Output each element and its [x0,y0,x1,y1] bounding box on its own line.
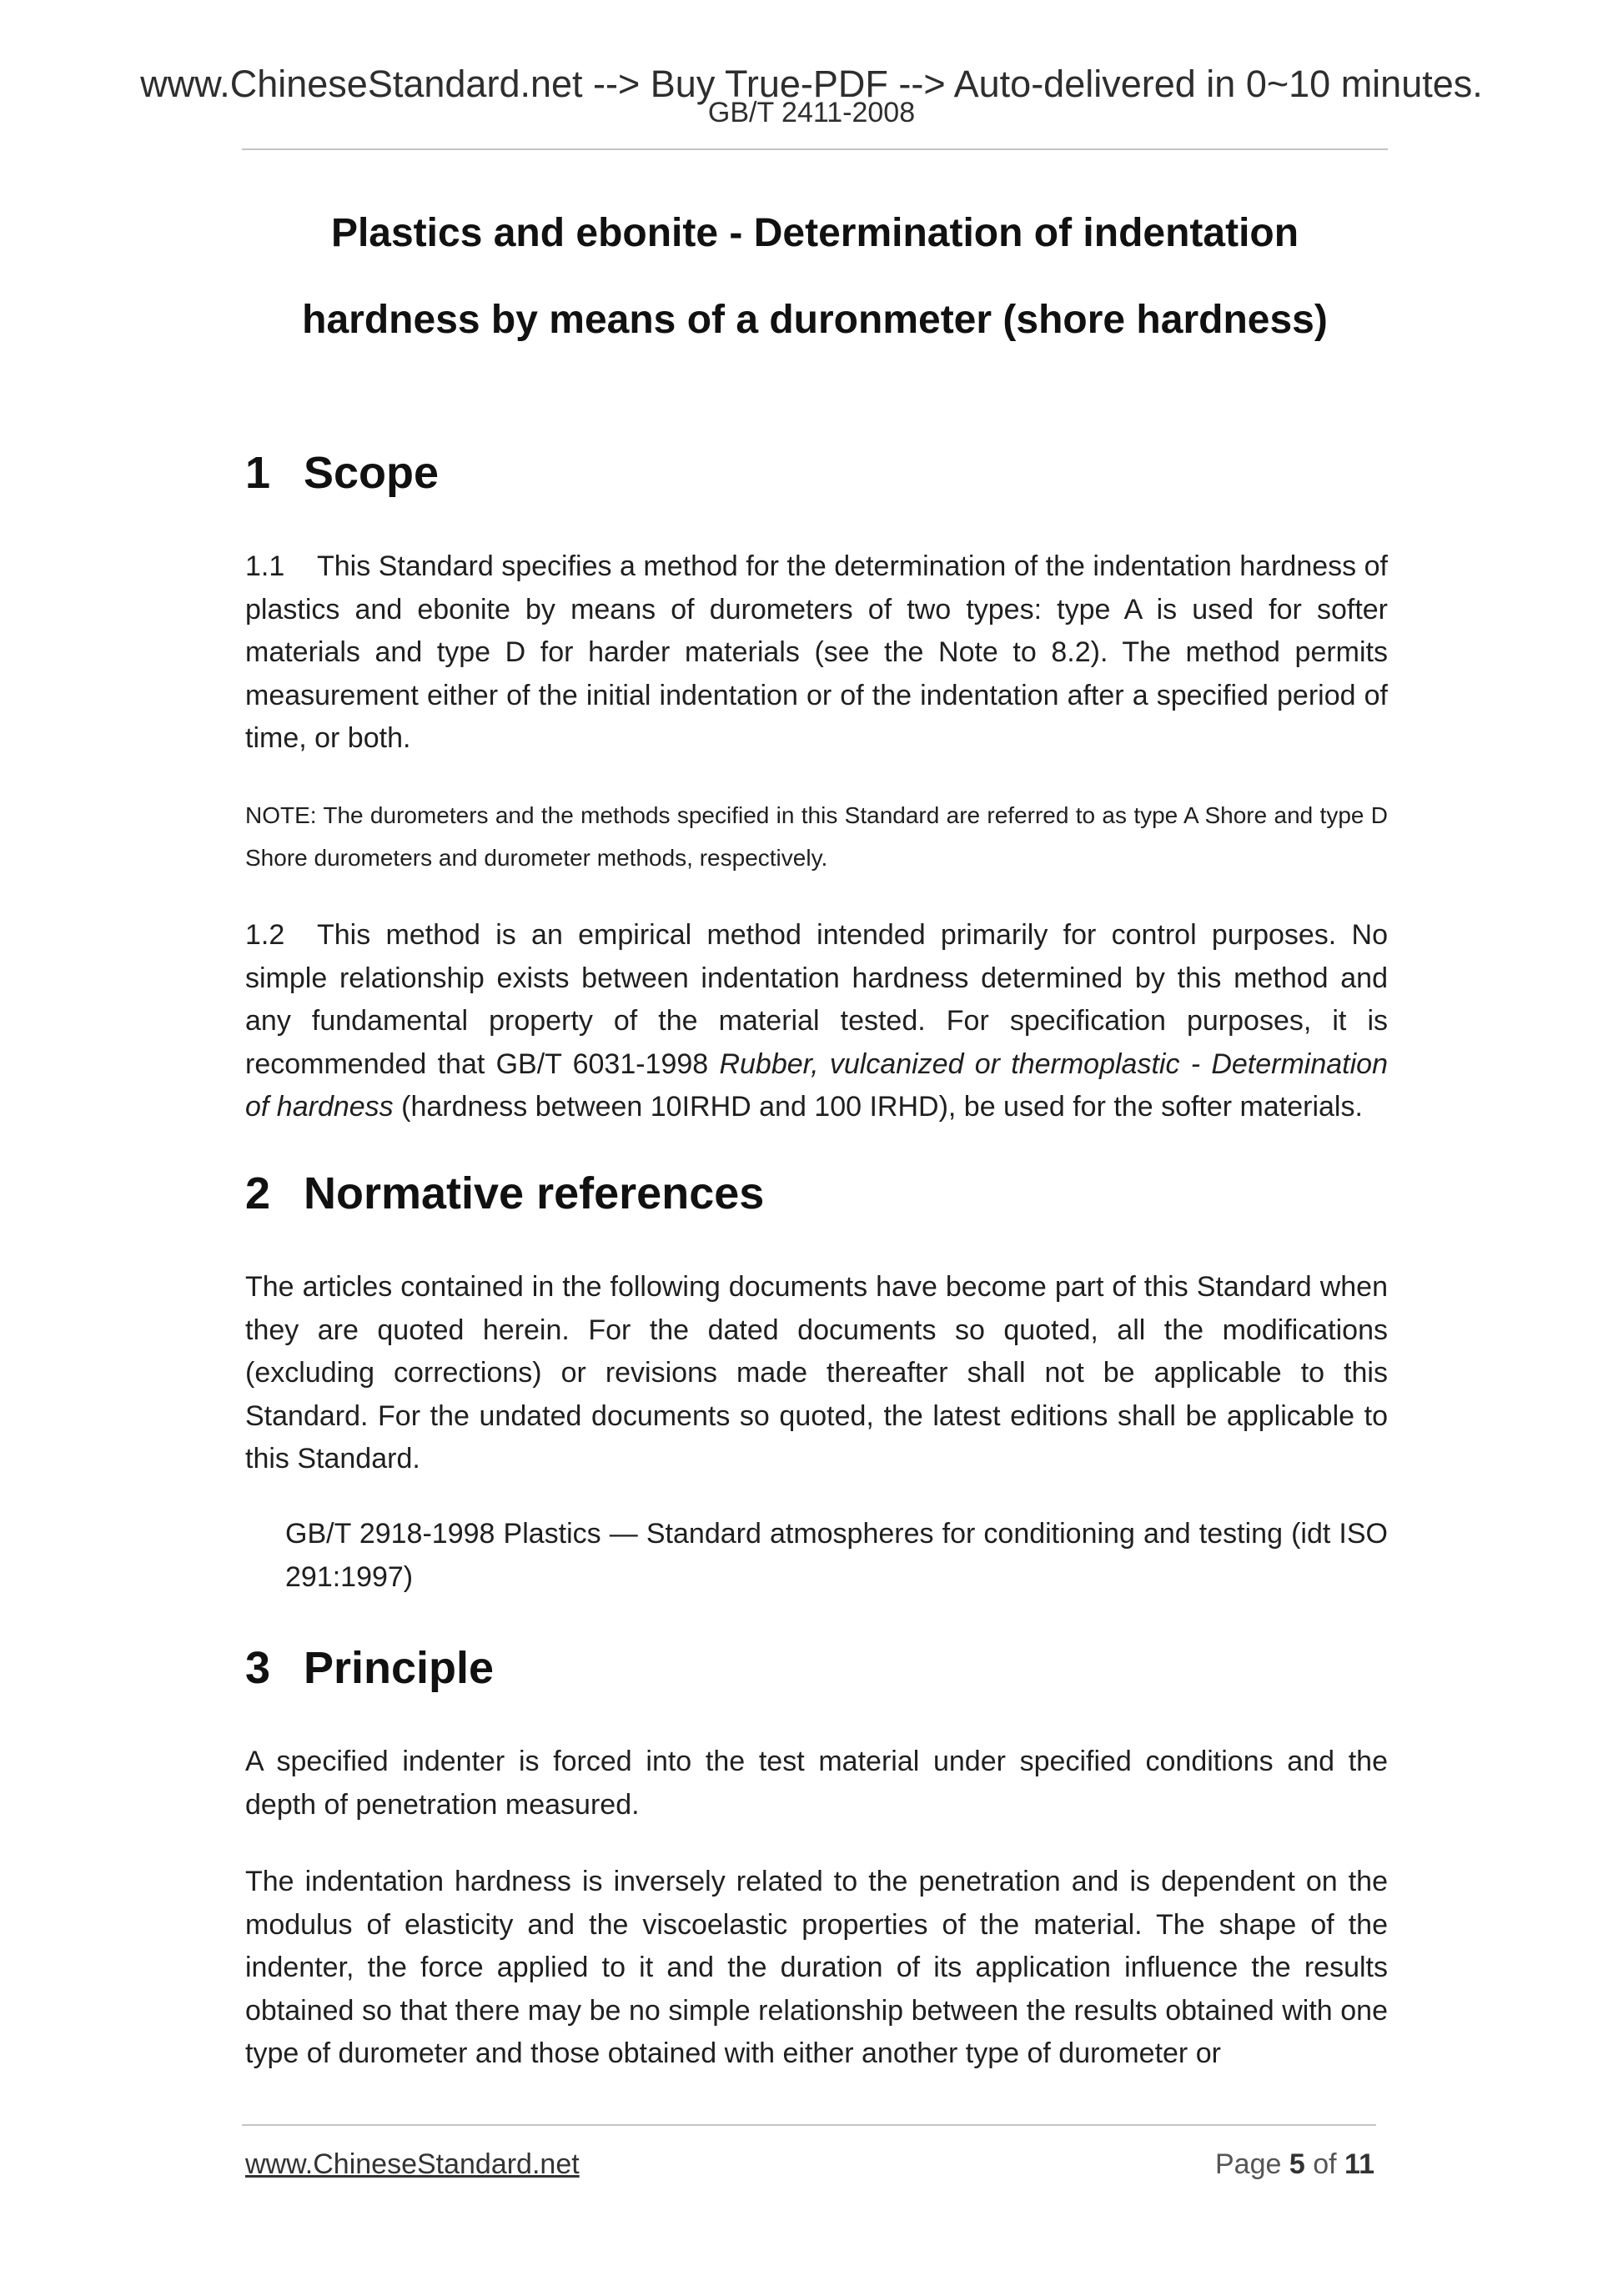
page-current: 5 [1289,2148,1305,2180]
document-title-line-2: hardness by means of a duronmeter (shore hardness) [302,298,1328,342]
normative-reference-item: GB/T 2918-1998 Plastics — Standard atmospheres for conditioning and testing (idt ISO 291:1997) [285,1518,1388,1593]
section-heading-principle [245,1645,494,1691]
clause-text: This Standard specifies a method for the determination of the indentation hardness of plastics and ebonite by means of durometers of two types: type A is used for softer materials and type D for harder materials (see the Note to 8.2). The method permits measurement either of the initial indentation or of the indentation after a specified period of time, or both. [245,550,1388,754]
document-title [242,190,1388,364]
section-title: Normative references [304,1168,765,1218]
page-indicator [1215,2150,1374,2178]
document-title-line-1: Plastics and ebonite - Determination of indentation [330,211,1299,255]
section-title: Principle [304,1643,495,1693]
page-of: of [1313,2148,1337,2180]
header-banner: www.ChineseStandard.net --> Buy True-PDF --> Auto-delivered in 0~10 minutes. [140,63,1483,105]
footer-divider [242,2124,1376,2126]
clause-text-continued: (hardness between 10IRHD and 100 IRHD), be used for the softer materials. [393,1091,1363,1123]
clause-number: 1.2 [245,919,285,951]
footer-site-link[interactable]: www.ChineseStandard.net [245,2148,580,2180]
clause-1-1 [245,545,1388,761]
section-heading-scope [245,448,440,498]
clause-number: 1.1 [245,550,285,582]
page-total: 11 [1344,2148,1374,2180]
clause-1-2 [245,914,1388,1129]
principle-paragraph-2: The indentation hardness is inversely related to the penetration and is dependent on the modulus of elasticity and the viscoelastic properties of the material. The shape of the indenter, the force applied to it and the duration of its application influence the results obtained so that there may be no simple relationship between the results obtained with one type of durometer and those obtained with either another type of durometer or [245,1866,1388,2069]
section-number: 2 [245,1168,271,1218]
cited-standard-title: Rubber, vulcanized or thermoplastic - Determination of hardness [245,1048,1388,1123]
header-divider [242,148,1388,150]
principle-paragraph-1: A specified indenter is forced into the test material under specified conditions and the depth of penetration measured. [245,1746,1388,1821]
standard-code: GB/T 2411-2008 [707,97,916,128]
scope-note: NOTE: The durometers and the methods specified in this Standard are referred to as type A Shore and type D Shore durometers and durometer methods, respectively. [245,802,1388,871]
normative-intro: The articles contained in the following documents have become part of this Standard when they are quoted herein. For the dated documents so quoted, all the modifications (excluding corrections) or revisions made thereafter shall not be applicable to this Standard. For the undated documents so quoted, the latest editions shall be applicable to this Standard. [245,1271,1388,1475]
section-heading-normative-references [245,1168,765,1218]
section-number: 3 [245,1643,271,1693]
section-number: 1 [245,448,271,498]
clause-text: This method is an empirical method intended primarily for control purposes. No simple relationship exists between indentation hardness determined by this method and any fundamental property of the material tested. For specification purposes, it is recommended that GB/T 6031-1998 [245,919,1388,1080]
section-title: Scope [304,448,440,498]
page-label: Page [1215,2148,1282,2180]
